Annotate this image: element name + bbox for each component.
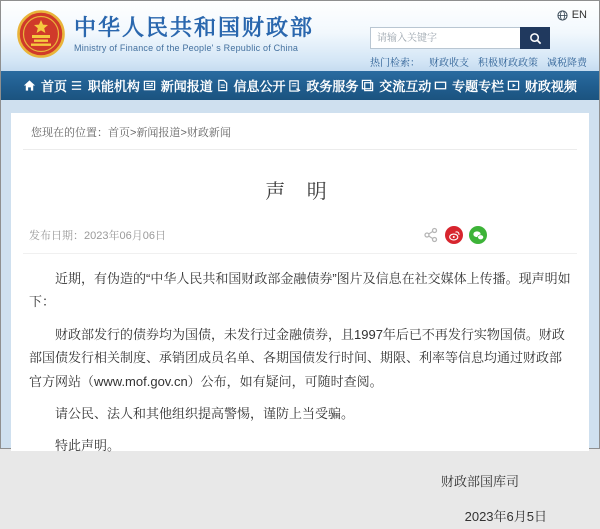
- search-input[interactable]: [370, 27, 520, 49]
- nav-item-label: 首页: [41, 79, 68, 94]
- breadcrumb-label: 您现在的位置：: [31, 127, 108, 139]
- nav-item-info-disclosure[interactable]: [216, 76, 286, 95]
- video-icon: [507, 79, 520, 92]
- share-wechat-icon[interactable]: [469, 226, 487, 244]
- publish-date: [29, 227, 166, 243]
- breadcrumb-news[interactable]: 新闻报道: [136, 127, 181, 139]
- hot-search-label: 热门检索：: [370, 58, 420, 69]
- nav-item-label: 新闻报道: [160, 79, 213, 94]
- hot-search-link-fiscal[interactable]: 财政收支: [429, 58, 469, 69]
- search-bar: [370, 27, 587, 49]
- national-emblem-icon: [17, 10, 65, 58]
- content-card: [11, 113, 589, 525]
- breadcrumb: [23, 113, 577, 150]
- header-tools: [370, 7, 587, 69]
- breadcrumb-separator: >: [130, 127, 137, 139]
- nav-item-topics[interactable]: [434, 76, 504, 95]
- site-title-en: Ministry of Finance of the People' s Republic of China: [74, 43, 299, 54]
- article-paragraph: 请公民、法人和其他组织提高警惕，谨防上当受骗。: [55, 405, 355, 421]
- article-meta-row: [23, 226, 577, 254]
- share-nodes-icon[interactable]: [423, 227, 439, 243]
- site-title-cn: 中华人民共和国财政部: [74, 14, 315, 40]
- nav-item-label: 交流互动: [379, 79, 432, 94]
- main-nav: [1, 71, 599, 100]
- service-icon: [288, 79, 301, 92]
- site-titles: [74, 15, 314, 53]
- hot-search-link-policy[interactable]: 积极财政政策: [478, 58, 538, 69]
- nav-item-services[interactable]: [288, 76, 358, 95]
- nav-item-news[interactable]: [143, 76, 213, 95]
- article-body: [23, 254, 577, 529]
- article-signature-date: 2023年6月5日: [464, 509, 547, 525]
- nav-item-home[interactable]: [23, 76, 67, 95]
- interaction-icon: [361, 79, 374, 92]
- hot-search-row: [370, 54, 587, 69]
- topics-icon: [434, 79, 447, 92]
- publish-date-value: 2023年06月06日: [84, 230, 166, 242]
- org-list-icon: [70, 79, 83, 92]
- breadcrumb-home[interactable]: 首页: [108, 127, 130, 139]
- nav-item-label: 信息公开: [233, 79, 286, 94]
- nav-item-organs[interactable]: [70, 76, 140, 95]
- publish-date-label: 发布日期：: [29, 230, 84, 242]
- nav-item-label: 职能机构: [87, 79, 140, 94]
- nav-item-label: 专题专栏: [452, 79, 505, 94]
- nav-item-interaction[interactable]: [361, 76, 431, 95]
- article-paragraph: 特此声明。: [55, 438, 121, 454]
- breadcrumb-fiscal-news[interactable]: 财政新闻: [186, 127, 231, 139]
- nav-item-label: 财政视频: [524, 79, 577, 94]
- search-button[interactable]: [520, 27, 550, 49]
- breadcrumb-separator: >: [180, 127, 187, 139]
- site-header: [1, 1, 599, 71]
- globe-icon: [557, 10, 568, 21]
- nav-item-label: 政务服务: [306, 79, 359, 94]
- share-weibo-icon[interactable]: [445, 226, 463, 244]
- share-toolbar: [423, 226, 571, 244]
- article-paragraph: 近期，有伪造的“中华人民共和国财政部金融债券”图片及信息在社交媒体上传播。现声明如下：: [29, 271, 571, 310]
- article-title: 声 明: [265, 181, 335, 203]
- main-area: [1, 100, 599, 525]
- document-icon: [216, 79, 229, 92]
- search-icon: [529, 32, 542, 45]
- article-signature: 财政部国库司: [440, 473, 519, 489]
- language-row: [370, 7, 587, 23]
- home-icon: [23, 79, 36, 92]
- language-toggle-en[interactable]: EN: [571, 9, 587, 21]
- nav-item-videos[interactable]: [507, 76, 577, 95]
- news-icon: [143, 79, 156, 92]
- hot-search-link-taxcut[interactable]: 减税降费: [547, 58, 587, 69]
- article-paragraph: 财政部发行的债券均为国债，未发行过金融债券，且1997年后已不再发行实物国债。财政部国债发行相关制度、承销团成员名单、各期国债发行时间、期限、利率等信息均通过财政部官方网站（www.mof.gov.cn）公布，如有疑问，可随时查阅。: [29, 326, 565, 389]
